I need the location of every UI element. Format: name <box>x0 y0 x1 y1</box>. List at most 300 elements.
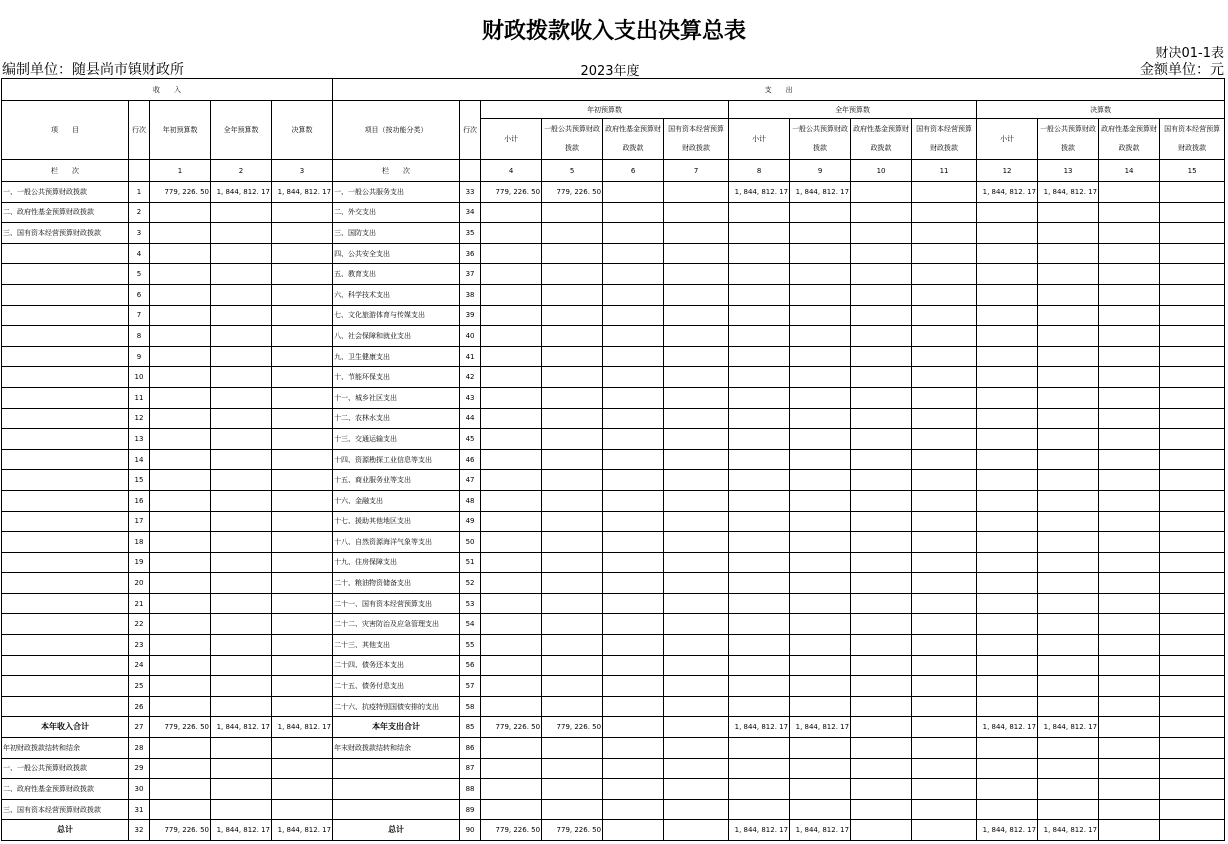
value-cell <box>977 779 1038 800</box>
value-cell <box>790 470 851 491</box>
value-cell <box>272 676 333 697</box>
expense-item: 十八、自然资源海洋气象等支出 <box>333 532 460 553</box>
value-cell <box>1160 284 1225 305</box>
value-cell <box>729 532 790 553</box>
income-line-no: 3 <box>129 223 150 244</box>
table-row <box>2 738 1225 759</box>
value-cell <box>1038 284 1099 305</box>
value-cell <box>851 573 912 594</box>
value-cell <box>790 449 851 470</box>
value-cell <box>481 470 542 491</box>
value-cell <box>542 387 603 408</box>
value-cell <box>481 696 542 717</box>
expense-line-no: 54 <box>460 614 481 635</box>
value-cell <box>851 635 912 656</box>
value-cell <box>603 202 664 223</box>
value-cell <box>977 202 1038 223</box>
value-cell <box>790 738 851 759</box>
value-cell <box>790 552 851 573</box>
value-cell <box>729 511 790 532</box>
table-row <box>2 284 1225 305</box>
expense-section-header: 支 出 <box>333 79 1225 101</box>
column-number: 6 <box>603 160 664 182</box>
table-row <box>2 573 1225 594</box>
value-cell <box>542 449 603 470</box>
value-cell <box>1099 655 1160 676</box>
value-cell <box>542 532 603 553</box>
value-cell <box>481 223 542 244</box>
value-cell <box>729 326 790 347</box>
value-cell <box>150 738 211 759</box>
value-cell <box>542 552 603 573</box>
expense-item: 九、卫生健康支出 <box>333 346 460 367</box>
value-cell <box>211 470 272 491</box>
value-cell <box>1160 799 1225 820</box>
value-cell <box>851 820 912 841</box>
currency-unit: 金额单位：元 <box>1140 62 1224 78</box>
income-item-header: 项 目 <box>2 101 129 160</box>
value-cell <box>481 758 542 779</box>
column-number: 13 <box>1038 160 1099 182</box>
value-cell <box>603 449 664 470</box>
value-cell <box>1038 758 1099 779</box>
expense-item: 二十六、抗疫特别国债安排的支出 <box>333 696 460 717</box>
group-header: 年初预算数 <box>481 101 729 119</box>
expense-line-no: 89 <box>460 799 481 820</box>
value-cell <box>977 676 1038 697</box>
value-cell <box>211 552 272 573</box>
table-row <box>2 202 1225 223</box>
income-item <box>2 305 129 326</box>
income-item <box>2 696 129 717</box>
table-row <box>2 264 1225 285</box>
value-cell <box>851 429 912 450</box>
income-line-no: 4 <box>129 243 150 264</box>
value-cell <box>542 243 603 264</box>
income-line-no: 29 <box>129 758 150 779</box>
value-cell <box>664 202 729 223</box>
value-cell <box>729 449 790 470</box>
value-cell <box>790 676 851 697</box>
value-cell <box>603 429 664 450</box>
value-cell <box>150 408 211 429</box>
expense-line-no: 39 <box>460 305 481 326</box>
expense-item: 总计 <box>333 820 460 841</box>
value-cell <box>542 573 603 594</box>
value-cell <box>1038 326 1099 347</box>
expense-line-no: 36 <box>460 243 481 264</box>
value-cell <box>1038 408 1099 429</box>
value-cell <box>1160 696 1225 717</box>
value-cell <box>977 758 1038 779</box>
value-cell <box>1038 367 1099 388</box>
value-cell <box>664 552 729 573</box>
value-cell <box>851 717 912 738</box>
value-cell <box>150 470 211 491</box>
value-cell <box>851 779 912 800</box>
value-cell <box>481 573 542 594</box>
value-cell <box>977 490 1038 511</box>
table-row <box>2 223 1225 244</box>
value-cell <box>977 326 1038 347</box>
income-item <box>2 264 129 285</box>
value-cell <box>603 717 664 738</box>
expense-line-no: 33 <box>460 182 481 203</box>
value-cell <box>272 408 333 429</box>
value-cell <box>790 614 851 635</box>
value-cell <box>790 326 851 347</box>
value-cell <box>851 182 912 203</box>
expense-line-no: 46 <box>460 449 481 470</box>
value-cell <box>1038 779 1099 800</box>
value-cell <box>272 470 333 491</box>
value-cell <box>272 696 333 717</box>
value-cell <box>150 387 211 408</box>
expense-item: 八、社会保障和就业支出 <box>333 326 460 347</box>
value-cell <box>542 696 603 717</box>
income-item: 二、政府性基金预算财政拨款 <box>2 779 129 800</box>
column-number: 2 <box>211 160 272 182</box>
value-cell <box>851 326 912 347</box>
table-row <box>2 676 1225 697</box>
expense-line-no: 44 <box>460 408 481 429</box>
value-cell <box>1099 264 1160 285</box>
value-cell <box>603 532 664 553</box>
value-cell <box>1160 429 1225 450</box>
value-cell <box>150 593 211 614</box>
expense-item: 本年支出合计 <box>333 717 460 738</box>
value-cell <box>1099 779 1160 800</box>
value-cell <box>912 243 977 264</box>
value-cell <box>1099 593 1160 614</box>
value-cell <box>542 635 603 656</box>
value-cell <box>977 429 1038 450</box>
value-cell: 1, 844, 812. 17 <box>272 717 333 738</box>
value-cell: 779, 226. 50 <box>150 717 211 738</box>
value-cell <box>272 490 333 511</box>
value-cell <box>664 799 729 820</box>
expense-line-no: 50 <box>460 532 481 553</box>
value-cell <box>912 346 977 367</box>
value-cell <box>912 758 977 779</box>
value-cell <box>542 470 603 491</box>
income-line-no: 14 <box>129 449 150 470</box>
expense-line-no: 86 <box>460 738 481 759</box>
value-cell <box>664 738 729 759</box>
table-row <box>2 367 1225 388</box>
value-cell <box>790 429 851 450</box>
value-cell <box>272 449 333 470</box>
table-row <box>2 717 1225 738</box>
value-cell <box>603 367 664 388</box>
value-cell <box>1099 202 1160 223</box>
value-cell <box>1160 676 1225 697</box>
value-cell <box>912 367 977 388</box>
value-cell <box>542 758 603 779</box>
table-row <box>2 799 1225 820</box>
value-cell <box>542 202 603 223</box>
sub-column-header: 国有资本经营预算财政拨款 <box>1160 119 1225 160</box>
column-number: 15 <box>1160 160 1225 182</box>
value-cell <box>1099 490 1160 511</box>
value-cell <box>851 490 912 511</box>
value-cell <box>664 367 729 388</box>
value-cell: 779, 226. 50 <box>481 182 542 203</box>
column-index-label: 栏 次 <box>333 160 460 182</box>
value-cell <box>977 346 1038 367</box>
value-cell <box>1099 387 1160 408</box>
income-item <box>2 470 129 491</box>
income-item <box>2 326 129 347</box>
income-item <box>2 614 129 635</box>
income-item <box>2 367 129 388</box>
income-line-no: 18 <box>129 532 150 553</box>
value-cell <box>1038 305 1099 326</box>
value-cell <box>481 593 542 614</box>
value-cell <box>1099 470 1160 491</box>
value-cell <box>664 696 729 717</box>
value-cell <box>664 511 729 532</box>
value-cell <box>851 593 912 614</box>
table-row <box>2 470 1225 491</box>
income-item: 三、国有资本经营预算财政拨款 <box>2 223 129 244</box>
value-cell <box>603 552 664 573</box>
value-cell <box>211 593 272 614</box>
expense-item: 三、国防支出 <box>333 223 460 244</box>
value-cell <box>729 676 790 697</box>
value-cell <box>542 614 603 635</box>
value-cell <box>790 243 851 264</box>
value-cell <box>481 552 542 573</box>
expense-item: 十三、交通运输支出 <box>333 429 460 450</box>
value-cell <box>977 532 1038 553</box>
value-cell <box>481 243 542 264</box>
table-row <box>2 820 1225 841</box>
table-row <box>2 614 1225 635</box>
value-cell <box>729 470 790 491</box>
column-number: 9 <box>790 160 851 182</box>
expense-line-no: 85 <box>460 717 481 738</box>
value-cell <box>542 367 603 388</box>
value-cell <box>272 429 333 450</box>
value-cell <box>603 346 664 367</box>
table-row <box>2 305 1225 326</box>
value-cell <box>912 820 977 841</box>
value-cell <box>851 552 912 573</box>
value-cell <box>272 614 333 635</box>
value-cell <box>912 305 977 326</box>
expense-line-no: 53 <box>460 593 481 614</box>
expense-item: 十六、金融支出 <box>333 490 460 511</box>
value-cell <box>481 305 542 326</box>
value-cell <box>1099 696 1160 717</box>
value-cell <box>790 284 851 305</box>
value-cell <box>272 799 333 820</box>
value-cell <box>1038 573 1099 594</box>
table-row <box>2 552 1225 573</box>
value-cell <box>729 696 790 717</box>
income-item <box>2 346 129 367</box>
value-cell <box>211 511 272 532</box>
table-row <box>2 593 1225 614</box>
value-cell <box>603 799 664 820</box>
expense-line-no: 87 <box>460 758 481 779</box>
value-cell <box>272 552 333 573</box>
expense-line-no: 55 <box>460 635 481 656</box>
income-line-no: 26 <box>129 696 150 717</box>
value-cell <box>150 614 211 635</box>
column-index-cell <box>129 160 150 182</box>
income-line-no: 25 <box>129 676 150 697</box>
value-cell <box>664 635 729 656</box>
value-cell <box>851 387 912 408</box>
value-cell <box>542 346 603 367</box>
value-cell <box>542 223 603 244</box>
value-cell <box>1160 490 1225 511</box>
value-cell <box>211 532 272 553</box>
value-cell <box>1160 511 1225 532</box>
value-cell <box>790 758 851 779</box>
value-cell <box>1038 593 1099 614</box>
table-row <box>2 387 1225 408</box>
value-cell <box>150 367 211 388</box>
value-cell <box>977 655 1038 676</box>
expense-item: 十四、资源勘探工业信息等支出 <box>333 449 460 470</box>
value-cell <box>664 387 729 408</box>
value-cell <box>211 305 272 326</box>
value-cell <box>150 552 211 573</box>
value-cell <box>1099 346 1160 367</box>
value-cell <box>481 202 542 223</box>
value-cell <box>977 243 1038 264</box>
expense-item: 六、科学技术支出 <box>333 284 460 305</box>
value-cell <box>481 738 542 759</box>
value-cell <box>150 779 211 800</box>
value-cell <box>851 470 912 491</box>
value-cell <box>1160 243 1225 264</box>
value-cell <box>977 470 1038 491</box>
expense-item: 十一、城乡社区支出 <box>333 387 460 408</box>
value-cell <box>1099 408 1160 429</box>
column-number: 12 <box>977 160 1038 182</box>
value-cell: 1, 844, 812. 17 <box>729 820 790 841</box>
group-header: 决算数 <box>977 101 1225 119</box>
value-cell: 1, 844, 812. 17 <box>977 820 1038 841</box>
value-cell <box>1099 326 1160 347</box>
expense-line-no: 52 <box>460 573 481 594</box>
value-cell <box>272 367 333 388</box>
value-cell <box>977 284 1038 305</box>
value-cell <box>1099 738 1160 759</box>
value-cell <box>729 573 790 594</box>
expense-item: 二十、粮油物资储备支出 <box>333 573 460 594</box>
value-cell <box>790 779 851 800</box>
table-row <box>2 326 1225 347</box>
value-cell <box>912 284 977 305</box>
income-item <box>2 408 129 429</box>
value-cell <box>603 264 664 285</box>
value-cell <box>272 223 333 244</box>
value-cell <box>150 243 211 264</box>
income-line-no: 7 <box>129 305 150 326</box>
value-cell <box>729 593 790 614</box>
expense-item-header: 项目（按功能分类） <box>333 101 460 160</box>
value-cell <box>603 635 664 656</box>
value-cell <box>272 243 333 264</box>
income-item <box>2 655 129 676</box>
value-cell <box>603 243 664 264</box>
expense-item <box>333 779 460 800</box>
value-cell <box>729 223 790 244</box>
value-cell: 1, 844, 812. 17 <box>211 717 272 738</box>
value-cell <box>729 284 790 305</box>
value-cell <box>211 738 272 759</box>
income-line-no: 17 <box>129 511 150 532</box>
income-section-header: 收 入 <box>2 79 333 101</box>
value-cell <box>664 305 729 326</box>
table-row <box>2 182 1225 203</box>
value-cell <box>603 573 664 594</box>
expense-item: 十七、援助其他地区支出 <box>333 511 460 532</box>
table-row <box>2 490 1225 511</box>
value-cell <box>211 449 272 470</box>
value-cell: 779, 226. 50 <box>542 820 603 841</box>
table-row <box>2 635 1225 656</box>
income-line-no: 28 <box>129 738 150 759</box>
expense-line-no: 34 <box>460 202 481 223</box>
income-line-no: 22 <box>129 614 150 635</box>
value-cell <box>912 387 977 408</box>
sub-column-header: 一般公共预算财政拨款 <box>542 119 603 160</box>
value-cell <box>603 758 664 779</box>
value-cell <box>729 264 790 285</box>
table-row <box>2 758 1225 779</box>
value-cell <box>1038 532 1099 553</box>
value-cell <box>1160 367 1225 388</box>
income-line-no: 1 <box>129 182 150 203</box>
value-cell <box>851 264 912 285</box>
income-item <box>2 490 129 511</box>
value-cell: 1, 844, 812. 17 <box>729 182 790 203</box>
value-cell <box>912 202 977 223</box>
value-cell: 1, 844, 812. 17 <box>1038 182 1099 203</box>
expense-line-no: 57 <box>460 676 481 697</box>
value-cell <box>851 532 912 553</box>
income-item <box>2 511 129 532</box>
fiscal-year: 2023年度 <box>580 64 640 79</box>
value-cell <box>1099 676 1160 697</box>
expense-item: 二十二、灾害防治及应急管理支出 <box>333 614 460 635</box>
income-item <box>2 552 129 573</box>
value-cell <box>977 738 1038 759</box>
column-number: 5 <box>542 160 603 182</box>
value-cell <box>790 573 851 594</box>
value-cell <box>150 799 211 820</box>
value-cell <box>1099 284 1160 305</box>
expense-line-no: 40 <box>460 326 481 347</box>
income-item <box>2 676 129 697</box>
value-cell <box>1099 532 1160 553</box>
value-cell <box>912 470 977 491</box>
value-cell <box>977 593 1038 614</box>
value-cell <box>211 264 272 285</box>
value-cell <box>912 408 977 429</box>
income-item <box>2 532 129 553</box>
value-cell <box>664 655 729 676</box>
value-cell <box>481 284 542 305</box>
value-cell <box>1038 449 1099 470</box>
income-line-no: 15 <box>129 470 150 491</box>
